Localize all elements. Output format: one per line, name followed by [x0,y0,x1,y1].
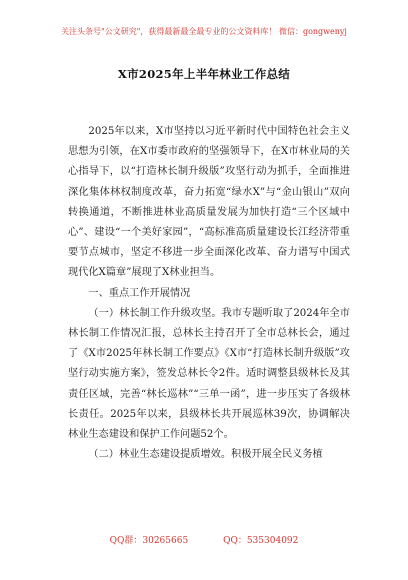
section-heading: 一、重点工作开展情况 [88,287,191,299]
document-body [68,122,350,465]
paragraph-ecological-construction: （二）林业生态建设提质增效。积极开展全民义务植 [88,449,323,461]
document-title: X市2025年上半年林业工作总结 [117,67,291,81]
paragraph-intro: 2025年以来，X市坚持以习近平新时代中国特色社会主义思想为引领，在X市委市政府的坚强领导下，在X市林业局的关心指导下，以“打造林长制升级版”攻坚行动为抓手，全面推进深化集体林权制度改革，奋力拓宽“绿水X”与“金山银山”双向转换通道，不断推进林业高质量发展为加快打造“三个区域中心”、建设“一个美好家园”，“高标准高质量建设长江经济带重要节点城市，坚定不移进一步全面深化改革、奋力谱写中国式现代化X篇章”展现了X林业担当。 [68,126,350,279]
qq-group-number: QQ群：30265665 [109,536,189,546]
qq-number: QQ：535304092 [223,536,299,546]
top-banner: 关注头条号"公文研究"，获得最新最全最专业的公文资料库！ 微信：gongwenyj [61,27,347,36]
paragraph-forest-chief: （一）林长制工作升级攻坚。我市专题听取了2024年全市林长制工作情况汇报，总林长主持召开了全市总林长会，通过了《X市2025年林长制工作要点》《X市“打造林长制升级版”攻坚行动实施方案》，签发总林长令2件。适时调整县级林长及其责任区域，完善“林长巡林”“三单一函”，进一步压实了各级林长责任。2025年以来，县级林长共开展巡林39次，协调解决林业生态建设和保护工作问题52个。 [68,307,350,441]
footer-contact [0,533,408,546]
